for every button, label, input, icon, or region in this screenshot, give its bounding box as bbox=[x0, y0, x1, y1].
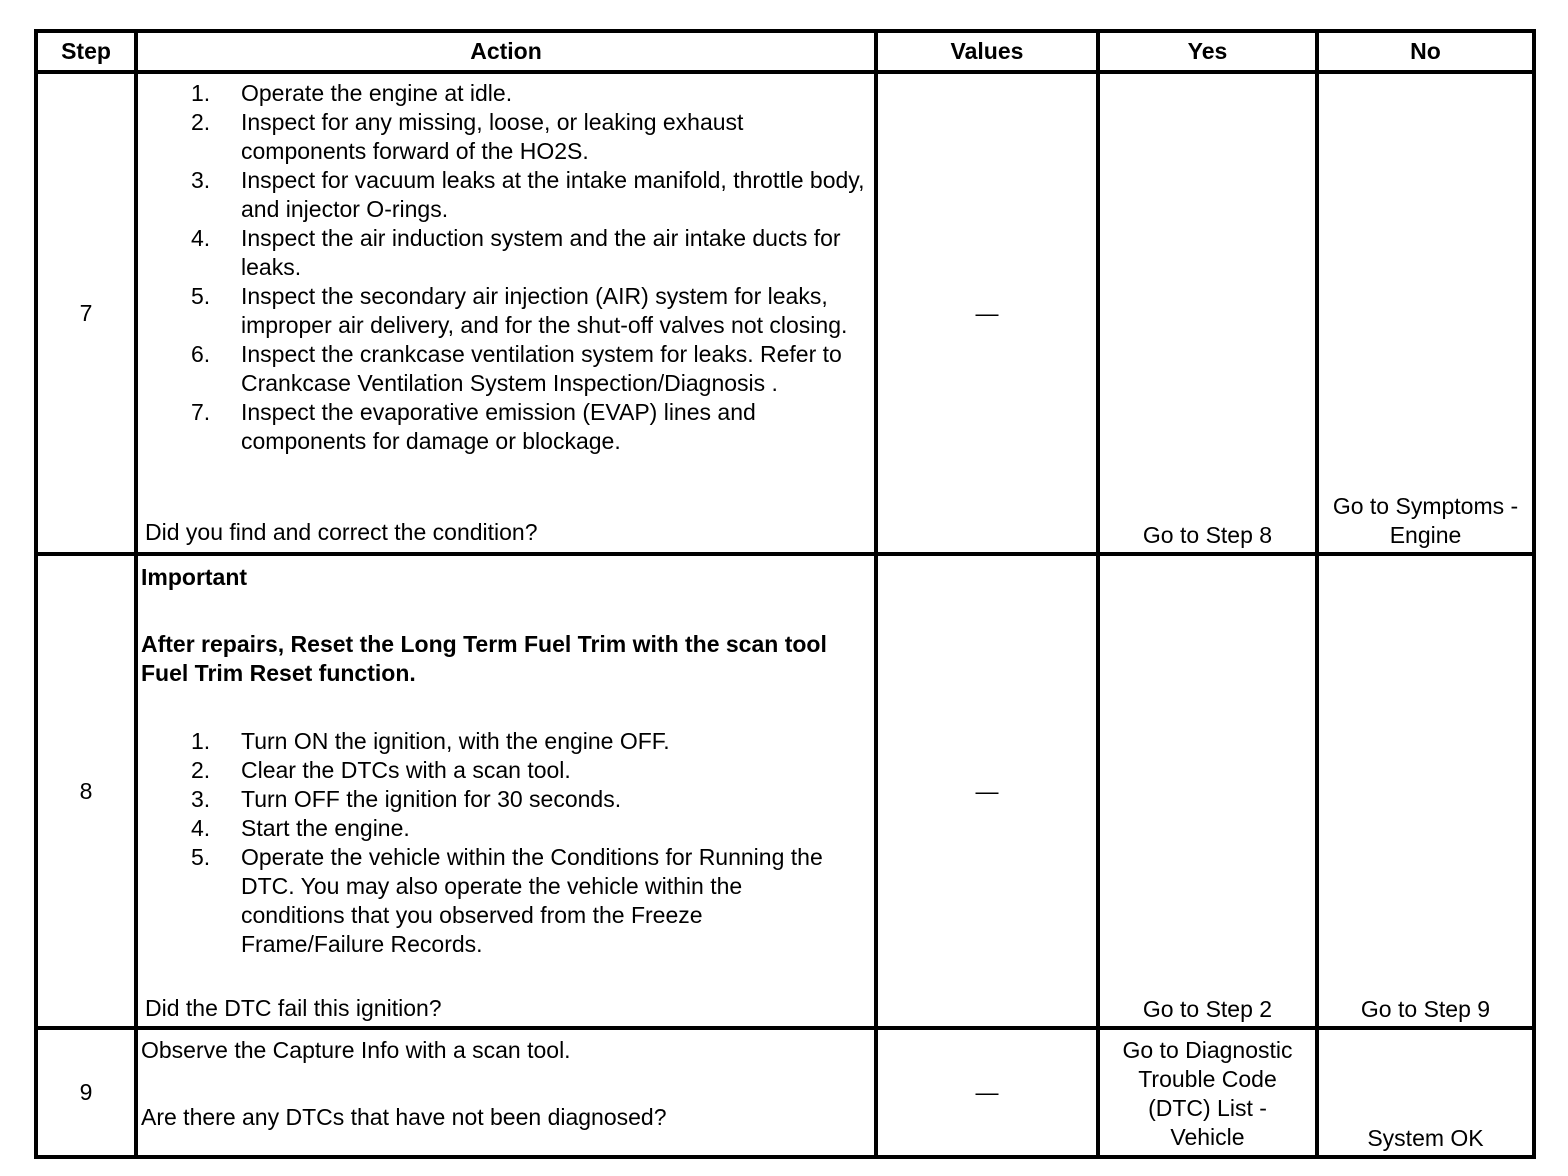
list-item: 1. Operate the engine at idle. bbox=[191, 80, 513, 106]
header-yes: Yes bbox=[1187, 38, 1228, 64]
header-no: No bbox=[1410, 38, 1441, 64]
question-text: Did the DTC fail this ignition? bbox=[145, 995, 442, 1021]
values-cell: — bbox=[975, 1079, 999, 1105]
column-divider bbox=[134, 33, 138, 1155]
step-number: 7 bbox=[79, 299, 93, 326]
question-text: Are there any DTCs that have not been diagnosed? bbox=[141, 1104, 667, 1130]
action-cell bbox=[141, 1036, 873, 1154]
list-item: 3. Inspect for vacuum leaks at the intake manifold, throttle body, and injector O-rings. bbox=[191, 167, 865, 222]
no-cell: System OK bbox=[1367, 1125, 1484, 1151]
action-cell bbox=[141, 563, 873, 1023]
list-item: 4. Start the engine. bbox=[191, 815, 410, 841]
yes-cell: Go to Diagnostic Trouble Code (DTC) List - Vehicle bbox=[1122, 1037, 1293, 1150]
important-note: After repairs, Reset the Long Term Fuel Trim with the scan tool Fuel Trim Reset function. bbox=[141, 631, 827, 686]
instruction-text: Observe the Capture Info with a scan tool. bbox=[141, 1037, 571, 1063]
question-text: Did you find and correct the condition? bbox=[145, 519, 538, 545]
no-cell: Go to Symptoms - Engine bbox=[1332, 493, 1519, 548]
action-steps-list bbox=[141, 727, 873, 959]
step-number: 9 bbox=[79, 1079, 93, 1105]
list-item: 1. Turn ON the ignition, with the engine OFF. bbox=[191, 728, 670, 754]
header-step: Step bbox=[61, 38, 111, 64]
values-cell: — bbox=[975, 299, 999, 326]
yes-cell: Go to Step 2 bbox=[1142, 996, 1273, 1022]
list-item: 3. Turn OFF the ignition for 30 seconds. bbox=[191, 786, 622, 812]
list-item: 4. Inspect the air induction system and the air intake ducts for leaks. bbox=[191, 225, 841, 280]
list-item: 2. Clear the DTCs with a scan tool. bbox=[191, 757, 571, 783]
step-number: 8 bbox=[79, 777, 93, 804]
important-label: Important bbox=[141, 564, 248, 590]
header-action: Action bbox=[470, 38, 542, 64]
values-cell: — bbox=[975, 777, 999, 804]
list-item: 5. Operate the vehicle within the Conditions for Running the DTC. You may also operate the vehicle within the conditions that you observed from the Freeze Frame/Failure Records. bbox=[191, 844, 823, 957]
list-item: 6. Inspect the crankcase ventilation system for leaks. Refer to Crankcase Ventilation System Inspection/Diagnosis . bbox=[191, 341, 842, 396]
row-divider bbox=[38, 1026, 1532, 1030]
header-values: Values bbox=[950, 38, 1024, 64]
action-steps-list bbox=[141, 79, 873, 456]
yes-cell: Go to Step 8 bbox=[1142, 522, 1273, 548]
list-item: 5. Inspect the secondary air injection (AIR) system for leaks, improper air delivery, and for the shut-off valves not closing. bbox=[191, 283, 848, 338]
no-cell: Go to Step 9 bbox=[1360, 996, 1491, 1022]
list-item: 7. Inspect the evaporative emission (EVAP) lines and components for damage or blockage. bbox=[191, 399, 756, 454]
action-cell bbox=[141, 79, 873, 549]
list-item: 2. Inspect for any missing, loose, or leaking exhaust components forward of the HO2S. bbox=[191, 109, 744, 164]
diagnostic-table bbox=[34, 29, 1536, 1159]
